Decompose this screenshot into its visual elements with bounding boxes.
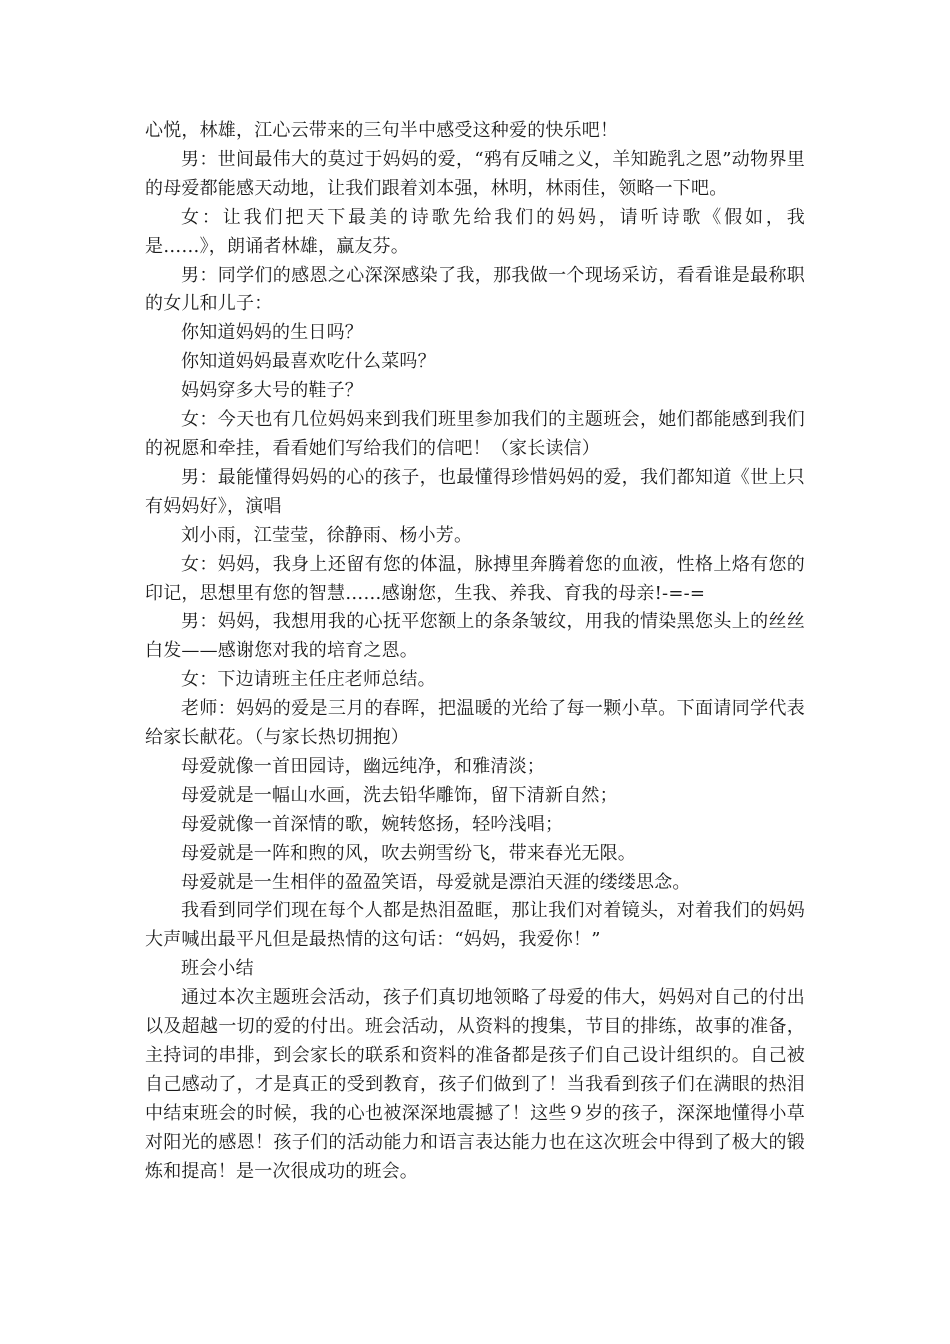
paragraph-18: 母爱就是一阵和煦的风，吹去朔雪纷飞，带来春光无限。 bbox=[181, 842, 636, 864]
paragraph-16: 母爱就是一幅山水画，洗去铅华雕饰，留下清新自然； bbox=[181, 784, 618, 806]
paragraph-4: 男：同学们的感恩之心深深感染了我，那我做一个现场采访，看看谁是最称职的女儿和儿子： bbox=[145, 264, 805, 315]
paragraph-19: 母爱就是一生相伴的盈盈笑语，母爱就是漂泊天涯的缕缕思念。 bbox=[181, 871, 691, 893]
paragraph-20: 我看到同学们现在每个人都是热泪盈眶，那让我们对着镜头，对着我们的妈妈大声喊出最平凡但是最热情的这句话：“妈妈，我爱你！” bbox=[145, 900, 805, 951]
paragraph-22: 通过本次主题班会活动，孩子们真切地领略了母爱的伟大，妈妈对自己的付出以及超越一切的爱的付出。班会活动，从资料的搜集，节目的排练，故事的准备，主持词的串排，到会家长的联系和资料的准备都是孩子们自己设计组织的。自己被自己感动了，才是真正的受到教育，孩子们做到了！当我看到孩子们在满眼的热泪中结束班会的时候，我的心也被深深地震撼了！这些９岁的孩子，深深地懂得小草对阳光的感恩！孩子们的活动能力和语言表达能力也在这次班会中得到了极大的锻炼和提高！是一次很成功的班会。 bbox=[145, 987, 805, 1182]
paragraph-8: 女：今天也有几位妈妈来到我们班里参加我们的主题班会，她们都能感到我们的祝愿和牵挂，看看她们写给我们的信吧！（家长读信） bbox=[145, 409, 805, 459]
paragraph-11: 女：妈妈，我身上还留有您的体温，脉搏里奔腾着您的血液，性格上烙有您的印记，思想里有您的智慧……感谢您，生我、养我、育我的母亲!-=-= bbox=[145, 553, 805, 604]
paragraph-12: 男：妈妈，我想用我的心抚平您额上的条条皱纹，用我的情染黑您头上的丝丝白发——感谢您对我的培育之恩。 bbox=[145, 611, 805, 662]
section-heading: 班会小结 bbox=[181, 958, 254, 980]
paragraph-1: 心悦，林雄，江心云带来的三句半中感受这种爱的快乐吧！ bbox=[145, 120, 619, 141]
paragraph-6: 你知道妈妈最喜欢吃什么菜吗？ bbox=[181, 351, 436, 373]
paragraph-10: 刘小雨，江莹莹，徐静雨、杨小芳。 bbox=[181, 524, 473, 546]
paragraph-15: 母爱就像一首田园诗，幽远纯净，和雅清淡； bbox=[181, 755, 545, 777]
document-page bbox=[145, 117, 805, 1187]
paragraph-17: 母爱就像一首深情的歌，婉转悠扬，轻吟浅唱； bbox=[181, 813, 564, 835]
paragraph-7: 妈妈穿多大号的鞋子？ bbox=[181, 380, 363, 402]
paragraph-9: 男：最能懂得妈妈的心的孩子，也最懂得珍惜妈妈的爱，我们都知道《世上只有妈妈好》，演唱 bbox=[145, 466, 805, 517]
paragraph-2: 男：世间最伟大的莫过于妈妈的爱，“鸦有反哺之义，羊知跪乳之恩”动物界里的母爱都能感天动地，让我们跟着刘本强，林明，林雨佳，领略一下吧。 bbox=[145, 148, 805, 199]
paragraph-13: 女：下边请班主任庄老师总结。 bbox=[181, 669, 436, 691]
paragraph-14: 老师：妈妈的爱是三月的春晖，把温暖的光给了每一颗小草。下面请同学代表给家长献花。（与家长热切拥抱） bbox=[145, 698, 805, 749]
paragraph-5: 你知道妈妈的生日吗？ bbox=[181, 322, 363, 344]
paragraph-3: 女：让我们把天下最美的诗歌先给我们的妈妈，请听诗歌《假如，我是……》，朗诵者林雄，赢友芬。 bbox=[145, 206, 805, 257]
